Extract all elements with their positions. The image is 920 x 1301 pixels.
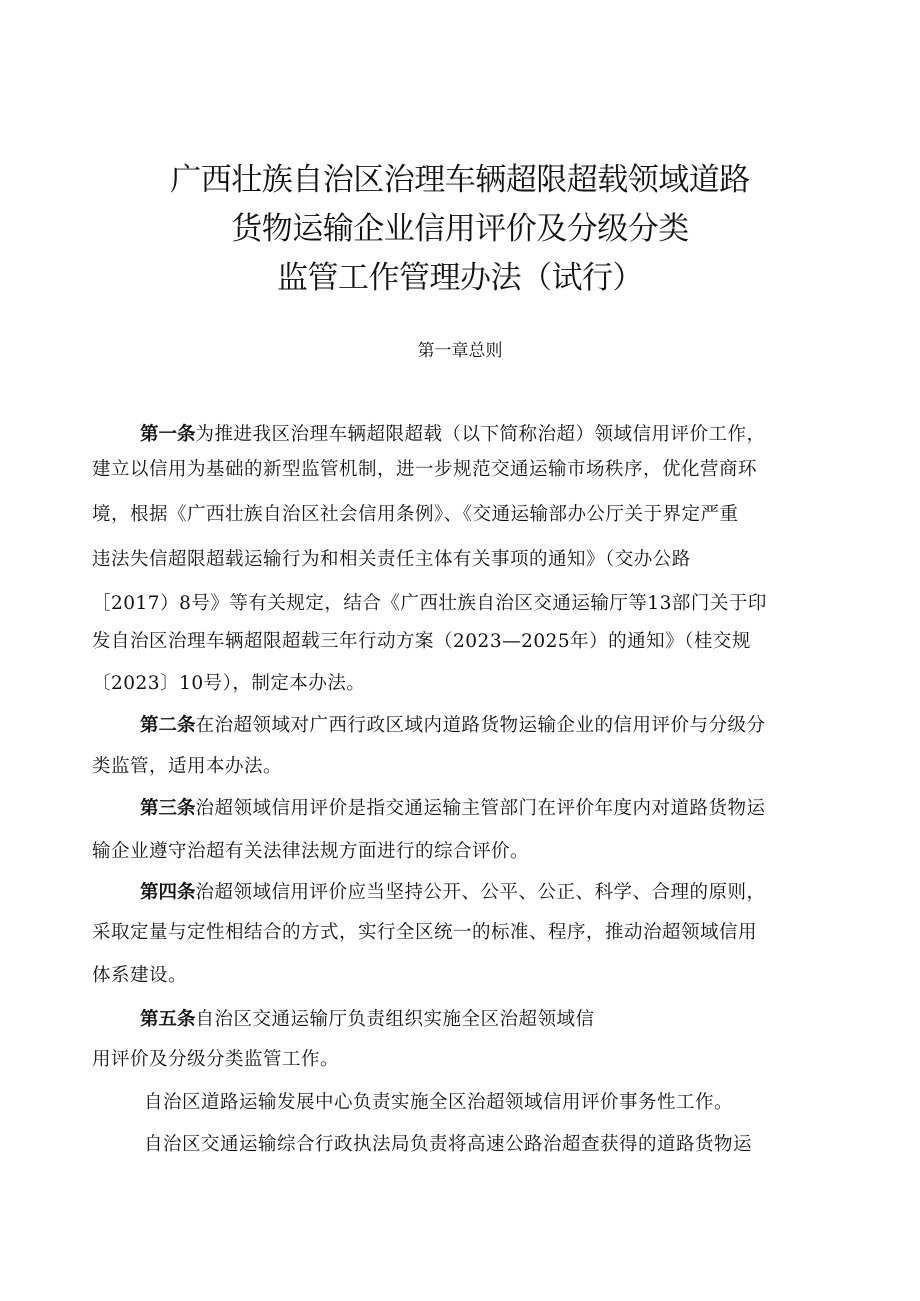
article-3-line-2: 输企业遵守治超有关法律法规方面进行的综合评价。 bbox=[92, 841, 530, 862]
article-1-line-2: 建立以信用为基础的新型监管机制，进一步规范交通运输市场秩序，优化营商环 bbox=[92, 459, 758, 480]
article-1-line-5: ［2017）8号》等有关规定，结合《广西壮族自治区交通运输厅等13部门关于印 bbox=[92, 593, 767, 614]
article-2-heading: 第二条 bbox=[140, 715, 196, 736]
article-1-line-1 bbox=[140, 421, 766, 449]
article-1-line-3: 境，根据《广西壮族自治区社会信用条例》、《交通运输部办公厅关于界定严重 bbox=[92, 504, 739, 525]
article-5-heading: 第五条 bbox=[140, 1009, 196, 1030]
article-3-line-1 bbox=[140, 795, 766, 823]
article-5-line-2: 用评价及分级分类监管工作。 bbox=[92, 1049, 340, 1070]
article-2-line-2: 类监管，适用本办法。 bbox=[92, 756, 283, 777]
article-1-line-4: 违法失信超限超载运输行为和相关责任主体有关事项的通知》（交办公路 bbox=[92, 549, 691, 570]
paragraph-2: 自治区交通运输综合行政执法局负责将高速公路治超查获得的道路货物运 bbox=[144, 1134, 753, 1155]
article-1-text: 为推进我区治理车辆超限超载（以下简称治超）领域信用评价工作， bbox=[195, 424, 766, 445]
article-3-heading: 第三条 bbox=[140, 798, 196, 819]
article-4-line-2: 采取定量与定性相结合的方式，实行全区统一的标准、程序，推动治超领域信用 bbox=[92, 922, 758, 943]
article-4-text: 治超领域信用评价应当坚持公开、公平、公正、科学、合理的原则， bbox=[195, 882, 766, 903]
title-line-2: 货物运输企业信用评价及分级分类 bbox=[231, 211, 689, 247]
paragraph-1: 自治区道路运输发展中心负责实施全区治超领域信用评价事务性工作。 bbox=[144, 1092, 734, 1113]
article-1-heading: 第一条 bbox=[140, 424, 196, 445]
article-4-heading: 第四条 bbox=[140, 882, 196, 903]
title-line-3: 监管工作管理办法（试行） bbox=[277, 260, 643, 296]
article-1-line-7: 〔2023〕10号），制定本办法。 bbox=[92, 673, 366, 694]
article-4-line-1 bbox=[140, 879, 766, 907]
article-2-line-1 bbox=[140, 712, 766, 740]
article-2-text: 在治超领域对广西行政区域内道路货物运输企业的信用评价与分级分 bbox=[195, 715, 766, 736]
chapter-heading: 第一章总则 bbox=[417, 341, 503, 361]
article-3-text: 治超领域信用评价是指交通运输主管部门在评价年度内对道路货物运 bbox=[195, 798, 766, 819]
article-5-text: 自治区交通运输厅负责组织实施全区治超领域信 bbox=[195, 1009, 595, 1030]
article-4-line-3: 体系建设。 bbox=[92, 965, 188, 986]
title-line-1: 广西壮族自治区治理车辆超限超载领域道路 bbox=[170, 162, 750, 198]
article-5-line-1 bbox=[140, 1006, 595, 1034]
document-title bbox=[0, 156, 920, 303]
article-1-line-6: 发自治区治理车辆超限超载三年行动方案（2023—2025年）的通知》（桂交规 bbox=[92, 631, 751, 652]
